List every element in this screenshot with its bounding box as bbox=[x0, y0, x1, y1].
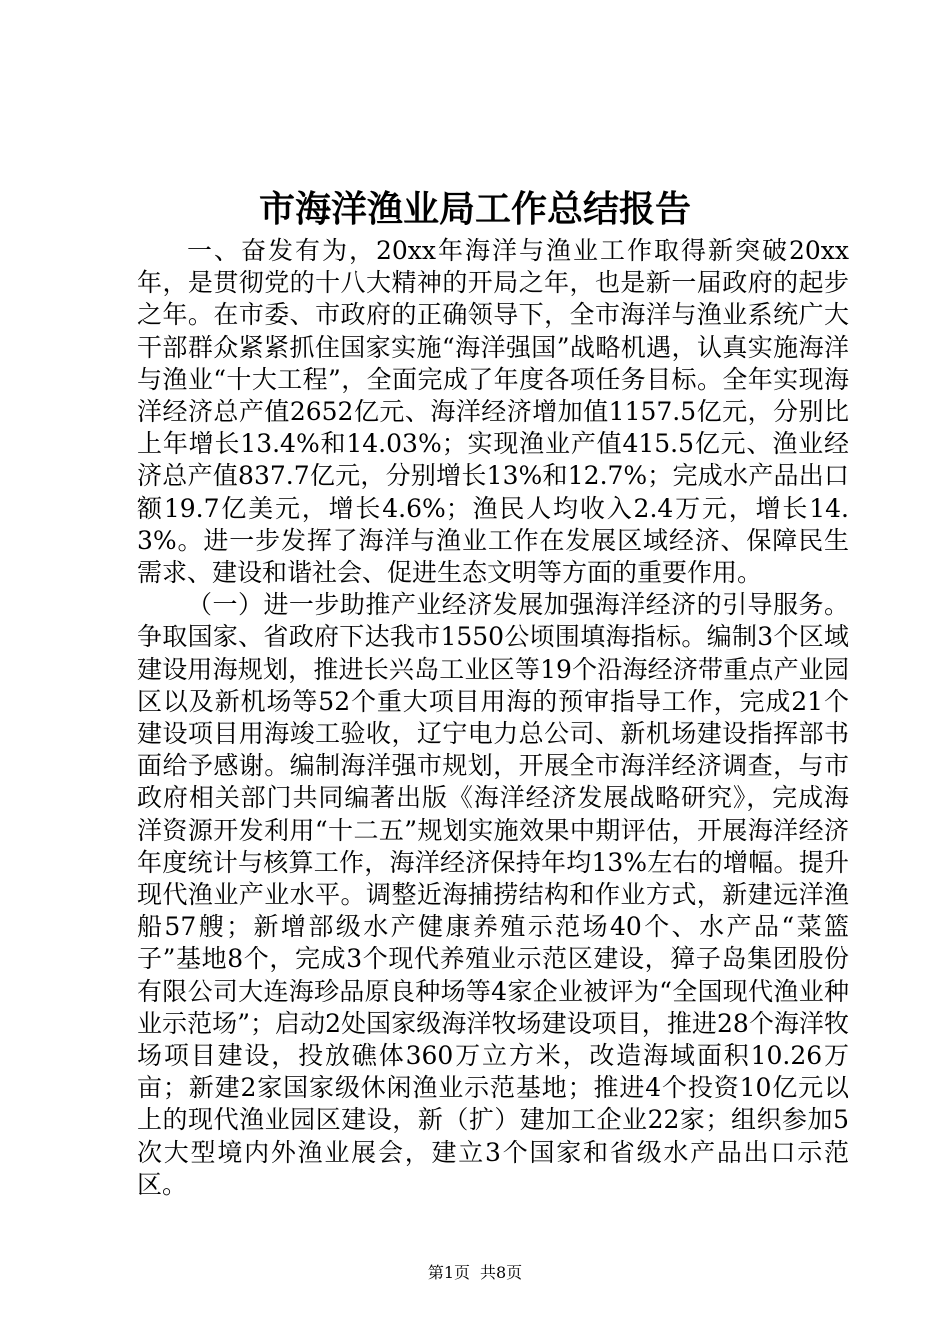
total-page-count: 共8页 bbox=[480, 1263, 523, 1282]
page-footer bbox=[0, 1262, 950, 1284]
paragraph-industry-economy: （一）进一步助推产业经济发展加强海洋经济的引导服务。争取国家、省政府下达我市1550公顷围填海指标。编制3个区域建设用海规划，推进长兴岛工业区等19个沿海经济带重点产业园区以及新机场等52个重大项目用海的预审指导工作，完成21个建设项目用海竣工验收，辽宁电力总公司、新机场建设指挥部书面给予感谢。编制海洋强市规划，开展全市海洋经济调查，与市政府相关部门共同编著出版《海洋经济发展战略研究》，完成海洋资源开发利用“十二五”规划实施效果中期评估，开展海洋经济年度统计与核算工作，海洋经济保持年均13%左右的增幅。提升现代渔业产业水平。调整近海捕捞结构和作业方式，新建远洋渔船57艘；新增部级水产健康养殖示范场40个、水产品“菜篮子”基地8个，完成3个现代养殖业示范区建设，獐子岛集团股份有限公司大连海珍品原良种场等4家企业被评为“全国现代渔业种业示范场”；启动2处国家级海洋牧场建设项目，推进28个海洋牧场项目建设，投放礁体360万立方米，改造海域面积10.26万亩；新建2家国家级休闲渔业示范基地；推进4个投资10亿元以上的现代渔业园区建设，新（扩）建加工企业22家；组织参加5次大型境内外渔业展会，建立3个国家和省级水产品出口示范区。 bbox=[137, 590, 849, 1199]
document-title: 市海洋渔业局工作总结报告 bbox=[258, 188, 691, 230]
document-body bbox=[137, 235, 849, 1201]
current-page-number: 第1页 bbox=[427, 1263, 470, 1282]
paragraph-overview: 一、奋发有为，20xx年海洋与渔业工作取得新突破20xx年，是贯彻党的十八大精神的开局之年，也是新一届政府的起步之年。在市委、市政府的正确领导下，全市海洋与渔业系统广大干部群众紧紧抓住国家实施“海洋强国”战略机遇，认真实施海洋与渔业“十大工程”，全面完成了年度各项任务目标。全年实现海洋经济总产值2652亿元、海洋经济增加值1157.5亿元，分别比上年增长13.4%和14.03%；实现渔业产值415.5亿元、渔业经济总产值837.7亿元，分别增长13%和12.7%；完成水产品出口额19.7亿美元，增长4.6%；渔民人均收入2.4万元，增长14.3%。进一步发挥了海洋与渔业工作在发展区域经济、保障民生需求、建设和谐社会、促进生态文明等方面的重要作用。 bbox=[137, 236, 849, 588]
